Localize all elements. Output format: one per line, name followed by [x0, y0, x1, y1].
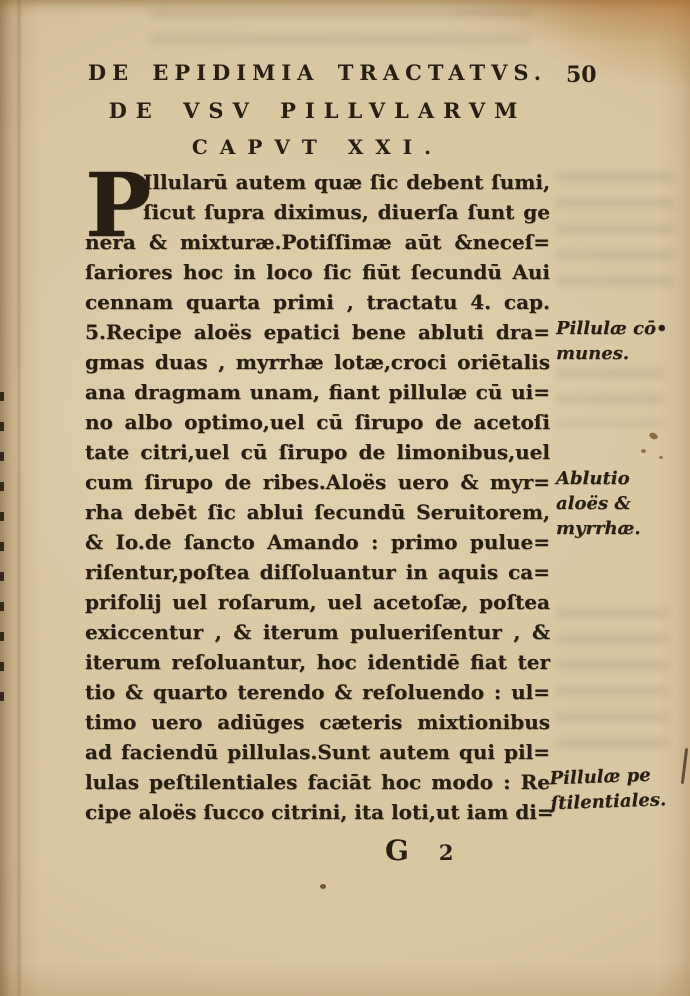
margin-note-line: Pillulæ pe: [549, 764, 651, 790]
section-heading: DE VSV PILLVLARVM: [108, 98, 527, 123]
text-line: ſicut ſupra diximus, diuerſa ſunt ge: [143, 200, 550, 224]
text-line: gmas duas , myrrhæ lotæ,croci oriētalis: [85, 350, 550, 374]
paper-crease: [18, 0, 20, 996]
body-text: [85, 153, 554, 827]
page-number: 50: [566, 62, 597, 88]
text-line: rha debēt ſic ablui ſecundū Seruitorem,: [85, 500, 550, 524]
margin-note-line: Pillulæ cō•: [556, 318, 668, 339]
text-line: timo uero adiūges cæteris mixtionibus: [85, 710, 550, 734]
text-line: iterum reſoluantur, hoc identidē fiat ter: [85, 650, 550, 674]
signature-number: 2: [438, 840, 454, 865]
text-line: ad faciendū pillulas.Sunt autem qui pil=: [85, 740, 550, 764]
chapter-heading: CAPVT XXI.: [191, 135, 444, 159]
text-line: Illularū autem quæ ſic debent ſumi,: [143, 170, 550, 194]
drop-cap: P: [85, 153, 152, 257]
text-line: 5.Recipe aloës epatici bene abluti dra=: [85, 320, 550, 344]
showthrough-text-margin-upper: [556, 172, 674, 300]
text-line: exiccentur , & iterum pulueriſentur , &: [85, 620, 550, 644]
text-line: cum ſirupo de ribes.Aloës uero & myr=: [85, 470, 550, 494]
running-title: DE EPIDIMIA TRACTATVS.: [87, 60, 548, 85]
text-line: prifolij uel roſarum, uel acetoſæ, poſtea: [85, 590, 550, 614]
text-line: nera & mixturæ.Potiſſimæ aūt &neceſ=: [85, 230, 550, 254]
text-line: no albo optimo,uel cū ſirupo de acetoſi: [85, 410, 550, 434]
text-line: riſentur,poſtea diſſoluantur in aquis ca=: [85, 560, 550, 584]
text-line: ana dragmam unam, fiant pillulæ cū ui=: [85, 380, 550, 404]
margin-note-line: ſtilentiales.: [550, 789, 667, 815]
ink-speck: [659, 456, 663, 459]
text-line: tio & quarto terendo & reſoluendo : ul=: [85, 680, 550, 704]
text-line: cipe aloës ſucco citrini, ita loti,ut iam di=: [85, 800, 554, 824]
signature-mark: [385, 834, 454, 867]
margin-note-line: myrrhæ.: [556, 518, 641, 539]
margin-note-line: munes.: [556, 343, 630, 364]
showthrough-text-margin-mid: [556, 368, 664, 426]
margin-note-pillulae-pestilentiales: [549, 762, 683, 817]
ink-speck: [648, 431, 659, 440]
text-line: ſariores hoc in loco ſic fiūt ſecundū Aui: [85, 260, 550, 284]
margin-note-line: Ablutio: [556, 468, 630, 489]
stray-ink-mark: [681, 748, 688, 784]
text-line: tate citri,uel cū ſirupo de limonibus,uel: [85, 440, 550, 464]
showthrough-text-margin-lower: [556, 608, 668, 748]
margin-note-ablutio-aloes: [556, 466, 688, 541]
text-line: & Io.de ſancto Amando : primo pulue=: [85, 530, 550, 554]
signature-letter: G: [385, 834, 409, 867]
binding-edge-print-marks: [0, 392, 4, 722]
showthrough-text-top: [150, 8, 530, 60]
ink-speck: [320, 884, 326, 889]
margin-note-line: aloës &: [556, 493, 631, 514]
text-line: lulas peſtilentiales faciāt hoc modo : Re: [85, 770, 550, 794]
ink-speck: [641, 449, 646, 453]
margin-note-pillulae-communes: [556, 316, 688, 366]
text-line: cennam quarta primi , tractatu 4. cap.: [85, 290, 550, 314]
